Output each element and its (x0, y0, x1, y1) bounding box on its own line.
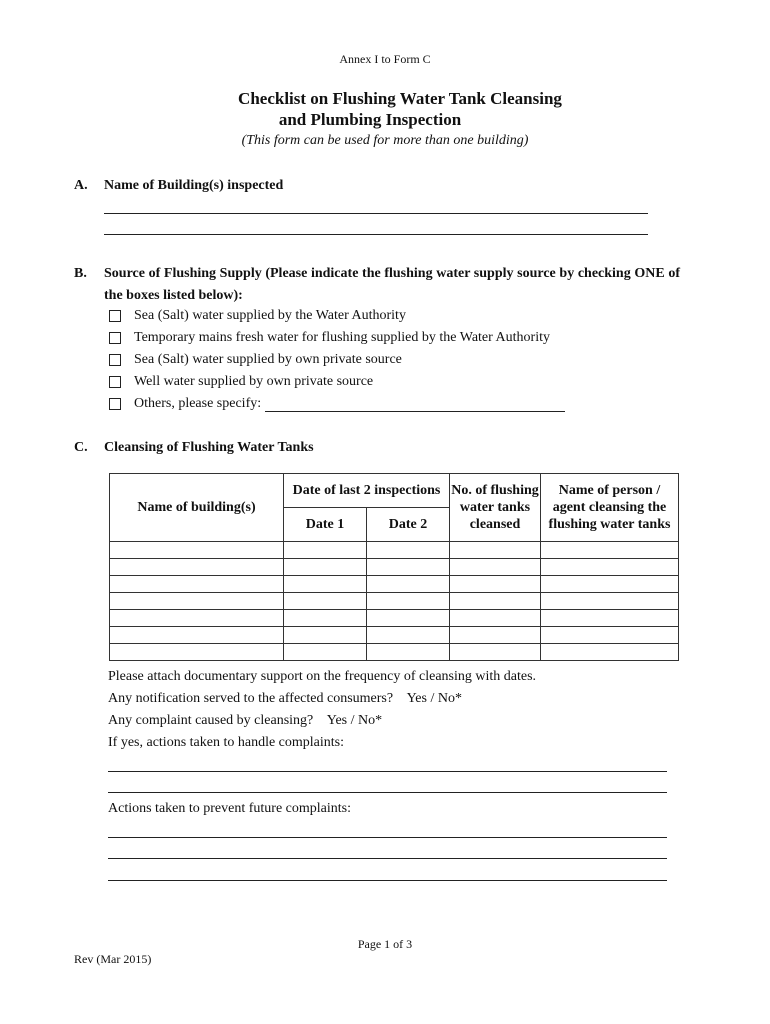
table-cell[interactable] (110, 542, 284, 559)
table-cell[interactable] (367, 542, 450, 559)
checkbox[interactable] (109, 376, 121, 388)
table-cell[interactable] (450, 644, 541, 661)
page-title (0, 88, 770, 130)
section-c-heading: Cleansing of Flushing Water Tanks (104, 440, 314, 455)
note-notification: Any notification served to the affected consumers? Yes / No* (108, 691, 462, 706)
table-row (110, 627, 679, 644)
annex-label: Annex I to Form C (339, 52, 431, 66)
table-cell[interactable] (284, 559, 367, 576)
checkbox[interactable] (109, 332, 121, 344)
header-building: Name of building(s) (110, 474, 284, 542)
table-cell[interactable] (450, 559, 541, 576)
table-cell[interactable] (541, 576, 679, 593)
table-cell[interactable] (367, 559, 450, 576)
table-cell[interactable] (541, 593, 679, 610)
option-label: Temporary mains fresh water for flushing supplied by the Water Authority (134, 330, 550, 345)
prevent-actions-line-3[interactable] (108, 880, 667, 881)
option-label: Sea (Salt) water supplied by own private source (134, 352, 402, 367)
header-date-1: Date 1 (284, 508, 367, 542)
section-c-letter: C. (74, 440, 88, 455)
note-complaint: Any complaint caused by cleansing? Yes / No* (108, 713, 383, 728)
table-cell[interactable] (367, 610, 450, 627)
table-cell[interactable] (450, 593, 541, 610)
table-cell[interactable] (110, 610, 284, 627)
option-sea-private[interactable] (109, 351, 402, 369)
revision-label: Rev (Mar 2015) (74, 952, 152, 966)
table-cell[interactable] (541, 627, 679, 644)
table-cell[interactable] (541, 644, 679, 661)
table-cell[interactable] (541, 542, 679, 559)
page-subtitle: (This form can be used for more than one building) (241, 133, 529, 148)
table-cell[interactable] (110, 576, 284, 593)
table-cell[interactable] (450, 610, 541, 627)
complaint-actions-line-2[interactable] (108, 792, 667, 793)
option-well-water[interactable] (109, 373, 373, 391)
header-date-2: Date 2 (367, 508, 450, 542)
header-person: Name of person / agent cleansing the flushing water tanks (541, 474, 679, 542)
others-specify-field[interactable] (265, 397, 565, 412)
option-label: Others, please specify: (134, 396, 262, 411)
section-a-heading: Name of Building(s) inspected (104, 178, 284, 193)
page-number: Page 1 of 3 (357, 937, 413, 951)
section-b-letter: B. (74, 266, 87, 281)
table-cell[interactable] (284, 542, 367, 559)
table-row (110, 576, 679, 593)
checkbox[interactable] (109, 354, 121, 366)
table-cell[interactable] (367, 576, 450, 593)
complaint-actions-line-1[interactable] (108, 771, 667, 772)
table-cell[interactable] (110, 627, 284, 644)
table-cell[interactable] (450, 576, 541, 593)
table-cell[interactable] (284, 627, 367, 644)
table-cell[interactable] (284, 644, 367, 661)
table-cell[interactable] (284, 576, 367, 593)
option-sea-water-authority[interactable] (109, 307, 406, 325)
table-row (110, 559, 679, 576)
section-a-letter: A. (74, 178, 88, 193)
option-label: Well water supplied by own private source (134, 374, 374, 389)
table-cell[interactable] (367, 593, 450, 610)
header-dates: Date of last 2 inspections (284, 474, 450, 508)
note-attach-support: Please attach documentary support on the frequency of cleansing with dates. (108, 669, 537, 684)
building-name-line-2[interactable] (104, 234, 648, 235)
prevent-complaints-label: Actions taken to prevent future complaints: (108, 801, 351, 816)
section-b-heading: Source of Flushing Supply (Please indicate the flushing water supply source by checking ONE of the boxes listed below): (104, 266, 680, 303)
checkbox[interactable] (109, 310, 121, 322)
table-cell[interactable] (367, 627, 450, 644)
cleansing-table (109, 473, 679, 661)
building-name-line-1[interactable] (104, 213, 648, 214)
table-row (110, 542, 679, 559)
table-row (110, 644, 679, 661)
title-line-1: Checklist on Flushing Water Tank Cleansing (238, 89, 562, 108)
title-line-2: and Plumbing Inspection (278, 110, 462, 129)
option-others[interactable] (109, 395, 565, 413)
prevent-actions-line-1[interactable] (108, 837, 667, 838)
table-cell[interactable] (110, 644, 284, 661)
option-label: Sea (Salt) water supplied by the Water Authority (134, 308, 406, 323)
note-actions-handle: If yes, actions taken to handle complaints: (108, 735, 344, 750)
table-cell[interactable] (450, 542, 541, 559)
table-cell[interactable] (284, 610, 367, 627)
checkbox[interactable] (109, 398, 121, 410)
table-cell[interactable] (284, 593, 367, 610)
table-cell[interactable] (541, 559, 679, 576)
table-cell[interactable] (541, 610, 679, 627)
table-cell[interactable] (367, 644, 450, 661)
table-row (110, 593, 679, 610)
table-row (110, 610, 679, 627)
prevent-actions-line-2[interactable] (108, 858, 667, 859)
table-cell[interactable] (110, 593, 284, 610)
table-cell[interactable] (450, 627, 541, 644)
table-cell[interactable] (110, 559, 284, 576)
header-tanks: No. of flushing water tanks cleansed (450, 474, 541, 542)
option-temporary-mains[interactable] (109, 329, 550, 347)
